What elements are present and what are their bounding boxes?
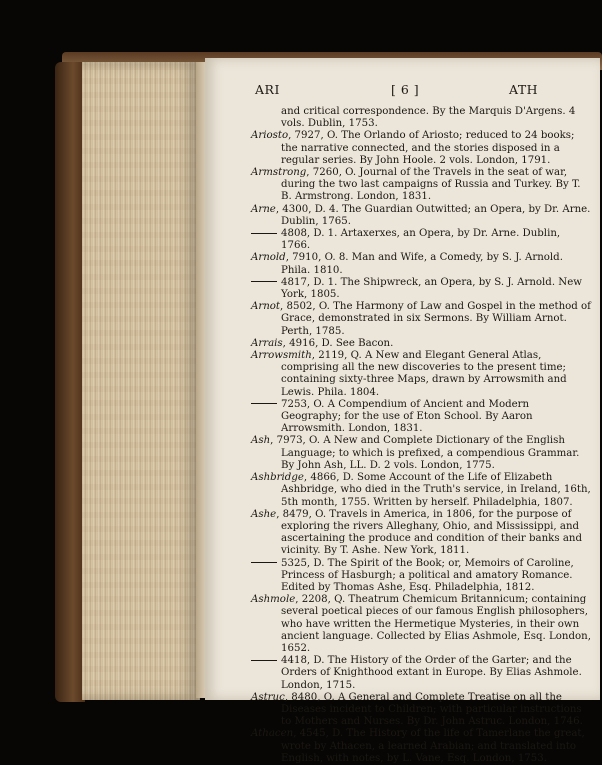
header-left-word: ARI: [255, 82, 280, 97]
entry-text: , 2119, Q. A New and Elegant General Atlas, comprising all the new discoveries to the present time; containing sixty-three Maps, drawn by Arrowsmith and Lewis. Phila. 1804.: [281, 350, 567, 398]
book-page: [205, 58, 600, 764]
ditto-dash: [251, 281, 277, 282]
book-spine: [55, 62, 85, 702]
entry-author: Ariosto: [251, 130, 289, 142]
entry-text: , 7260, O. Journal of the Travels in the seat of war, during the two last campaigns of Russia and Turkey. By T. B. Armstrong. London, 1831.: [281, 167, 581, 203]
entry-author: Ashmole: [251, 594, 296, 606]
catalog-entry: [251, 728, 591, 765]
entry-text: , 7927, O. The Orlando of Ariosto; reduced to 24 books; the narrative connected, and the stories disposed in a regular series. By John Hoole. 2 vols. London, 1791.: [281, 130, 575, 166]
entry-author: Armstrong: [251, 167, 307, 179]
entry-author: Ashe: [251, 508, 277, 520]
entry-text: 5325, D. The Spirit of the Book; or, Memoirs of Caroline, Princess of Hasburgh; a political and amatory Romance. Edited by Thomas Ashe, Esq. Philadelphia, 1812.: [281, 557, 574, 593]
catalog-entry: [251, 301, 591, 338]
entry-author: Arrais: [251, 337, 283, 349]
entry-text: 4808, D. 1. Artaxerxes, an Opera, by Dr. Arne. Dublin, 1766.: [281, 228, 561, 252]
entry-text: and critical correspondence. By the Marquis D'Argens. 4 vols. Dublin, 1753.: [281, 106, 576, 130]
catalog-entry: [251, 130, 591, 167]
entry-author: Arnold: [251, 252, 286, 264]
catalog-entry: [251, 204, 591, 228]
entry-author: Arne: [251, 203, 276, 215]
catalog-entry: [251, 399, 591, 436]
ditto-dash: [251, 562, 277, 563]
entry-text: 7253, O. A Compendium of Ancient and Modern Geography; for the use of Eton School. By Aaron Arrowsmith. London, 1831.: [281, 398, 533, 435]
entry-text: , 2208, Q. Theatrum Chemicum Britannicum; containing several poetical pieces of our famous English philosophers, who have written the Hermetique Mysteries, in their own ancient language. Collected by Elias Ashmole, Esq. London, 1652.: [281, 594, 591, 654]
catalog-entry: [251, 338, 591, 350]
entry-text: , 7973, O. A New and Complete Dictionary of the English Language; to which is prefixed, a compendious Grammar. By John Ash, LL. D. 2 vols. London, 1775.: [270, 435, 580, 471]
entry-author: Ashbridge: [251, 472, 304, 484]
catalog-entry: [251, 277, 591, 301]
page-number: [ 6 ]: [391, 82, 420, 97]
catalog-entry: [251, 106, 591, 130]
entry-author: Arrowsmith: [251, 350, 312, 362]
entry-author: Arnot: [251, 301, 281, 313]
catalog-entry: [251, 509, 591, 558]
entry-author: Ash: [251, 435, 271, 447]
catalog-entry: [251, 167, 591, 204]
ditto-dash: [251, 403, 277, 404]
catalog-entry: [251, 692, 591, 729]
entry-text: 4418, D. The History of the Order of the Garter; and the Orders of Knighthood extant in Europe. By Elias Ashmole. London, 1715.: [281, 655, 582, 691]
ditto-dash: [251, 233, 277, 234]
catalog-entry: [251, 350, 591, 399]
entry-text: , 8480, O. A General and Complete Treatise on all the Diseases incident to Children; with particular instructions to Mothers and Nurses. By Dr. John Astruc. London, 1746.: [281, 691, 583, 728]
entry-text: , 8479, O. Travels in America, in 1806, for the purpose of exploring the rivers Alleghany, Ohio, and Mississippi, and ascertaining the produce and condition of their banks and vicinity. By T. Ashe. New York, 1811.: [276, 508, 582, 557]
catalog-entries: [251, 106, 591, 765]
entry-text: , 4916, D. See Bacon.: [282, 337, 394, 349]
catalog-entry: [251, 228, 591, 252]
entry-text: , 4545, D. The History of the life of Tamerlane the great, wrote by Athacen, a learned Arabian; and translated into English, with notes, by L. Vane, Esq. London, 1753.: [281, 728, 585, 764]
entry-text: 4817, D. 1. The Shipwreck, an Opera, by S. J. Arnold. New York, 1805.: [281, 276, 582, 301]
catalog-entry: [251, 655, 591, 692]
catalog-entry: [251, 435, 591, 472]
catalog-entry: [251, 472, 591, 509]
catalog-entry: [251, 252, 591, 276]
entry-text: , 4300, D. 4. The Guardian Outwitted; an Opera, by Dr. Arne. Dublin, 1765.: [275, 203, 591, 227]
catalog-entry: [251, 558, 591, 595]
running-header: [205, 82, 600, 100]
entry-author: Astruc: [251, 691, 285, 703]
header-right-word: ATH: [509, 82, 539, 97]
page-edges: [82, 62, 200, 700]
entry-text: , 8502, O. The Harmony of Law and Gospel in the method of Grace, demonstrated in six Sermons. By William Arnot. Perth, 1785.: [280, 301, 591, 337]
ditto-dash: [251, 660, 277, 661]
entry-text: , 4866, D. Some Account of the Life of Elizabeth Ashbridge, who died in the Truth's service, in Ireland, 16th, 5th month, 1755. Written by herself. Philadelphia, 1807.: [281, 472, 591, 508]
entry-author: Athacen: [251, 728, 294, 740]
entry-text: , 7910, O. 8. Man and Wife, a Comedy, by S. J. Arnold. Phila. 1810.: [281, 252, 563, 276]
catalog-entry: [251, 594, 591, 655]
